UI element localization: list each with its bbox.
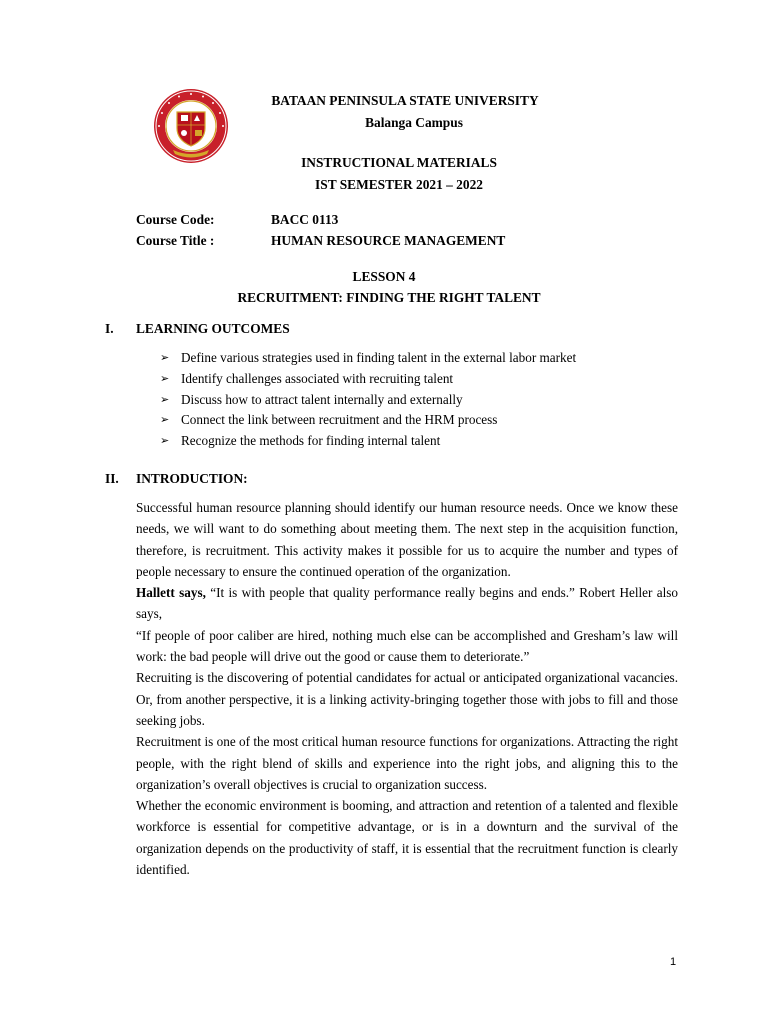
learning-outcomes-list xyxy=(160,350,680,454)
course-code-value: BACC 0113 xyxy=(271,212,339,227)
quote-paragraph: Hallett says, “It is with people that quality performance really begins and ends.” Robert Heller also says, xyxy=(136,585,678,622)
section-numeral: II. xyxy=(105,471,119,486)
quote-paragraph: “If people of poor caliber are hired, nothing much else can be accomplished and Gresham’s law will work: the bad people will drive out the good or cause them to deteriorate.” xyxy=(136,627,678,665)
arrow-bullet-icon: ➢ xyxy=(160,372,170,385)
list-item: ➢ Identify challenges associated with recruiting talent xyxy=(160,370,454,386)
section-title: INTRODUCTION: xyxy=(136,471,248,486)
paragraph: Successful human resource planning should identify our human resource needs. Once we know these needs, we will want to do something about meeting them. The next step in the acquisition function, therefore, is recruitment. This activity makes it possible for us to acquire the number and types of people necessary to ensure the continued operation of the organization. xyxy=(136,500,678,579)
paragraph: Recruiting is the discovering of potential candidates for actual or anticipated organizational vacancies. Or, from another perspective, it is a linking activity-bringing together those with jobs to fill and those seeking jobs. xyxy=(136,670,678,728)
course-title-label: Course Title : xyxy=(136,233,215,248)
introduction-body xyxy=(136,497,678,880)
list-item: ➢ Discuss how to attract talent internally and externally xyxy=(160,391,463,407)
quote-attribution: Hallett says, xyxy=(136,585,206,601)
university-name: BATAAN PENINSULA STATE UNIVERSITY xyxy=(271,93,539,108)
section-numeral: I. xyxy=(105,321,114,336)
paragraph: Whether the economic environment is booming, and attraction and retention of a talented and flexible workforce is essential for competitive advantage, or is in a downturn and the survival of the organization depends on the productivity of staff, it is essential that the recruitment function is clearly identified. xyxy=(136,798,678,878)
list-item: ➢ Define various strategies used in finding talent in the external labor market xyxy=(160,350,577,365)
campus-name: Balanga Campus xyxy=(365,115,463,130)
arrow-bullet-icon: ➢ xyxy=(160,435,170,448)
page-number: 1 xyxy=(670,956,677,968)
lesson-number: LESSON 4 xyxy=(352,269,416,284)
list-item: ➢ Connect the link between recruitment and the HRM process xyxy=(160,412,498,428)
document-type: INSTRUCTIONAL MATERIALS xyxy=(301,155,497,170)
arrow-bullet-icon: ➢ xyxy=(160,414,170,427)
arrow-bullet-icon: ➢ xyxy=(160,352,170,364)
arrow-bullet-icon: ➢ xyxy=(160,393,170,406)
semester: IST SEMESTER 2021 – 2022 xyxy=(315,177,483,192)
course-code-label: Course Code: xyxy=(136,212,215,227)
paragraph: Recruitment is one of the most critical human resource functions for organizations. Attracting the right people, with the right blend of skills and experience into the right jobs, and aligning this to the organization’s overall objectives is crucial to organization success. xyxy=(136,734,678,792)
course-title-value: HUMAN RESOURCE MANAGEMENT xyxy=(271,233,506,248)
section-title: LEARNING OUTCOMES xyxy=(136,321,290,336)
list-item: ➢ Recognize the methods for finding internal talent xyxy=(160,433,441,449)
lesson-title: RECRUITMENT: FINDING THE RIGHT TALENT xyxy=(237,290,541,305)
